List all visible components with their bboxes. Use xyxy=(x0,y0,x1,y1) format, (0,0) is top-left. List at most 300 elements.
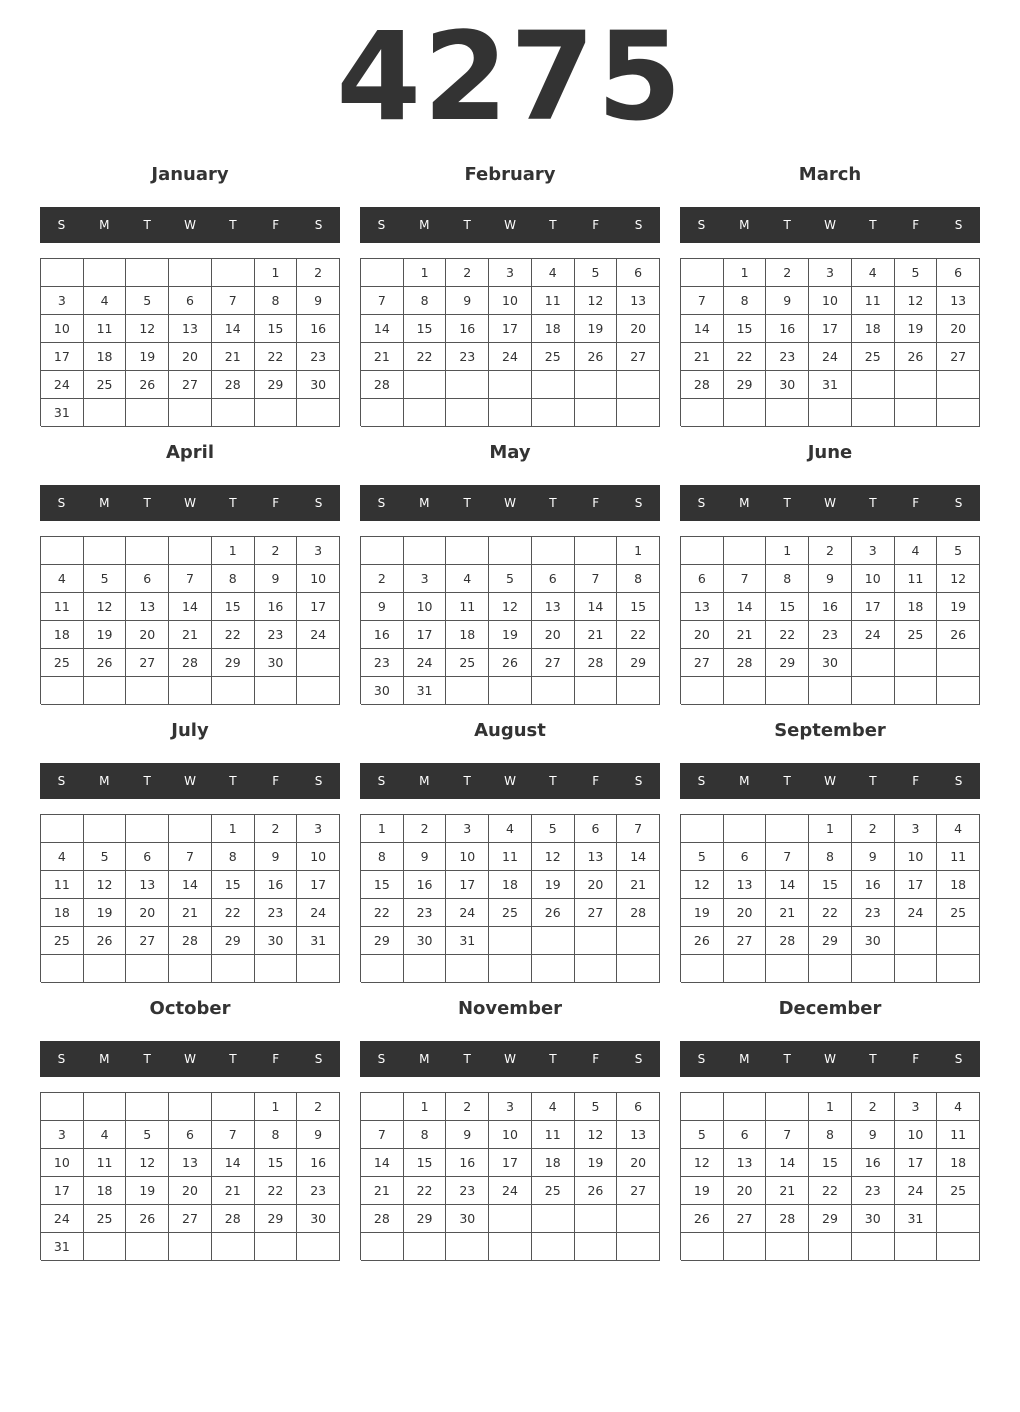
day-grid xyxy=(680,536,980,704)
empty-cell xyxy=(489,677,532,705)
day-cell: 22 xyxy=(809,899,852,927)
day-cell: 22 xyxy=(212,899,255,927)
weekday-label: S xyxy=(634,496,643,510)
empty-cell xyxy=(532,371,575,399)
day-cell: 26 xyxy=(532,899,575,927)
weekday-header xyxy=(360,485,660,521)
day-cell: 28 xyxy=(169,927,212,955)
empty-cell xyxy=(895,927,938,955)
weekday-label: T xyxy=(549,774,557,788)
empty-cell xyxy=(532,677,575,705)
day-cell: 7 xyxy=(766,843,809,871)
weekday-label: M xyxy=(419,496,430,510)
weekday-header xyxy=(40,485,340,521)
day-cell: 12 xyxy=(84,593,127,621)
day-cell: 14 xyxy=(575,593,618,621)
empty-cell xyxy=(809,399,852,427)
day-cell: 23 xyxy=(255,621,298,649)
day-cell: 27 xyxy=(617,343,660,371)
day-cell: 16 xyxy=(766,315,809,343)
day-cell: 9 xyxy=(361,593,404,621)
empty-cell xyxy=(126,537,169,565)
day-cell: 23 xyxy=(852,1177,895,1205)
empty-cell xyxy=(681,677,724,705)
day-cell: 6 xyxy=(681,565,724,593)
day-cell: 29 xyxy=(212,649,255,677)
weekday-label: S xyxy=(314,496,323,510)
day-cell: 3 xyxy=(297,815,340,843)
empty-cell xyxy=(937,1205,980,1233)
day-grid xyxy=(40,536,340,704)
day-cell: 30 xyxy=(852,1205,895,1233)
weekday-label: F xyxy=(272,218,280,232)
day-cell: 30 xyxy=(404,927,447,955)
day-cell: 23 xyxy=(361,649,404,677)
day-cell: 19 xyxy=(126,1177,169,1205)
empty-cell xyxy=(809,955,852,983)
day-cell: 18 xyxy=(41,899,84,927)
weekday-header xyxy=(680,763,980,799)
weekday-label: S xyxy=(57,218,66,232)
day-cell: 3 xyxy=(809,259,852,287)
empty-cell xyxy=(532,1205,575,1233)
day-cell: 8 xyxy=(404,1121,447,1149)
weekday-label: W xyxy=(824,218,836,232)
empty-cell xyxy=(489,1233,532,1261)
empty-cell xyxy=(361,1233,404,1261)
empty-cell xyxy=(724,955,767,983)
weekday-label: F xyxy=(272,1052,280,1066)
day-cell: 19 xyxy=(575,315,618,343)
day-cell: 15 xyxy=(212,871,255,899)
day-cell: 26 xyxy=(895,343,938,371)
day-cell: 18 xyxy=(937,1149,980,1177)
day-cell: 5 xyxy=(575,259,618,287)
day-cell: 2 xyxy=(446,259,489,287)
day-cell: 12 xyxy=(126,315,169,343)
day-cell: 16 xyxy=(404,871,447,899)
weekday-label: T xyxy=(143,218,151,232)
day-cell: 6 xyxy=(169,1121,212,1149)
day-grid xyxy=(680,258,980,426)
day-cell: 26 xyxy=(575,1177,618,1205)
day-cell: 20 xyxy=(617,315,660,343)
day-cell: 26 xyxy=(84,927,127,955)
empty-cell xyxy=(361,537,404,565)
weekday-label: F xyxy=(592,496,600,510)
day-cell: 18 xyxy=(446,621,489,649)
day-cell: 3 xyxy=(489,1093,532,1121)
day-cell: 2 xyxy=(361,565,404,593)
day-cell: 16 xyxy=(255,871,298,899)
empty-cell xyxy=(724,537,767,565)
day-cell: 7 xyxy=(724,565,767,593)
day-cell: 22 xyxy=(255,1177,298,1205)
day-cell: 20 xyxy=(681,621,724,649)
day-cell: 14 xyxy=(169,871,212,899)
day-cell: 6 xyxy=(532,565,575,593)
day-cell: 9 xyxy=(852,843,895,871)
day-cell: 14 xyxy=(766,871,809,899)
empty-cell xyxy=(809,1233,852,1261)
day-cell: 30 xyxy=(361,677,404,705)
empty-cell xyxy=(895,1233,938,1261)
weekday-label: W xyxy=(504,496,516,510)
day-cell: 25 xyxy=(41,927,84,955)
day-cell: 13 xyxy=(532,593,575,621)
day-cell: 16 xyxy=(852,871,895,899)
empty-cell xyxy=(169,259,212,287)
day-cell: 12 xyxy=(532,843,575,871)
empty-cell xyxy=(617,677,660,705)
day-cell: 7 xyxy=(361,1121,404,1149)
month-november xyxy=(360,994,660,1264)
day-cell: 25 xyxy=(84,371,127,399)
empty-cell xyxy=(766,815,809,843)
empty-cell xyxy=(297,677,340,705)
day-cell: 13 xyxy=(126,871,169,899)
empty-cell xyxy=(446,1233,489,1261)
empty-cell xyxy=(575,537,618,565)
day-cell: 6 xyxy=(169,287,212,315)
day-cell: 18 xyxy=(937,871,980,899)
weekday-label: T xyxy=(143,496,151,510)
empty-cell xyxy=(446,371,489,399)
weekday-label: T xyxy=(869,774,877,788)
empty-cell xyxy=(575,677,618,705)
empty-cell xyxy=(84,955,127,983)
weekday-header xyxy=(40,1041,340,1077)
day-cell: 1 xyxy=(404,1093,447,1121)
weekday-label: F xyxy=(912,1052,920,1066)
day-grid xyxy=(360,258,660,426)
weekday-label: M xyxy=(739,1052,750,1066)
day-cell: 4 xyxy=(532,1093,575,1121)
day-cell: 11 xyxy=(532,287,575,315)
weekday-label: F xyxy=(272,496,280,510)
day-cell: 10 xyxy=(41,1149,84,1177)
empty-cell xyxy=(532,537,575,565)
day-grid xyxy=(40,814,340,982)
day-cell: 18 xyxy=(532,315,575,343)
day-cell: 10 xyxy=(446,843,489,871)
day-cell: 15 xyxy=(809,871,852,899)
empty-cell xyxy=(84,815,127,843)
day-cell: 20 xyxy=(532,621,575,649)
weekday-label: S xyxy=(954,774,963,788)
day-cell: 5 xyxy=(84,843,127,871)
day-cell: 11 xyxy=(937,1121,980,1149)
weekday-label: T xyxy=(463,774,471,788)
day-cell: 4 xyxy=(41,565,84,593)
empty-cell xyxy=(895,677,938,705)
day-cell: 7 xyxy=(212,1121,255,1149)
day-cell: 5 xyxy=(84,565,127,593)
day-cell: 8 xyxy=(255,287,298,315)
empty-cell xyxy=(169,677,212,705)
weekday-label: W xyxy=(504,1052,516,1066)
day-cell: 4 xyxy=(446,565,489,593)
day-cell: 18 xyxy=(84,1177,127,1205)
day-cell: 18 xyxy=(895,593,938,621)
day-cell: 22 xyxy=(361,899,404,927)
day-cell: 26 xyxy=(681,1205,724,1233)
day-cell: 23 xyxy=(852,899,895,927)
weekday-label: T xyxy=(229,774,237,788)
day-cell: 16 xyxy=(297,1149,340,1177)
day-cell: 30 xyxy=(297,1205,340,1233)
day-cell: 5 xyxy=(126,287,169,315)
day-grid xyxy=(40,1092,340,1260)
day-cell: 2 xyxy=(255,815,298,843)
day-cell: 1 xyxy=(809,1093,852,1121)
day-cell: 25 xyxy=(895,621,938,649)
day-cell: 16 xyxy=(852,1149,895,1177)
empty-cell xyxy=(297,649,340,677)
day-cell: 5 xyxy=(937,537,980,565)
weekday-header xyxy=(360,763,660,799)
day-cell: 11 xyxy=(489,843,532,871)
day-cell: 11 xyxy=(895,565,938,593)
day-cell: 16 xyxy=(297,315,340,343)
empty-cell xyxy=(446,955,489,983)
weekday-label: S xyxy=(954,218,963,232)
day-cell: 18 xyxy=(489,871,532,899)
day-cell: 12 xyxy=(84,871,127,899)
weekday-label: S xyxy=(634,1052,643,1066)
day-cell: 30 xyxy=(297,371,340,399)
day-cell: 31 xyxy=(41,1233,84,1261)
weekday-label: F xyxy=(272,774,280,788)
day-cell: 13 xyxy=(617,1121,660,1149)
day-cell: 14 xyxy=(212,315,255,343)
day-cell: 9 xyxy=(446,1121,489,1149)
empty-cell xyxy=(681,537,724,565)
day-cell: 27 xyxy=(575,899,618,927)
day-cell: 9 xyxy=(446,287,489,315)
empty-cell xyxy=(724,815,767,843)
empty-cell xyxy=(681,1233,724,1261)
day-cell: 4 xyxy=(41,843,84,871)
day-cell: 5 xyxy=(681,1121,724,1149)
day-cell: 21 xyxy=(724,621,767,649)
day-cell: 31 xyxy=(41,399,84,427)
empty-cell xyxy=(41,1093,84,1121)
day-cell: 5 xyxy=(681,843,724,871)
empty-cell xyxy=(84,259,127,287)
day-cell: 15 xyxy=(404,1149,447,1177)
empty-cell xyxy=(361,955,404,983)
empty-cell xyxy=(126,1093,169,1121)
empty-cell xyxy=(937,927,980,955)
day-cell: 23 xyxy=(404,899,447,927)
empty-cell xyxy=(84,1233,127,1261)
month-name: September xyxy=(774,720,886,741)
empty-cell xyxy=(681,399,724,427)
empty-cell xyxy=(84,399,127,427)
empty-cell xyxy=(126,399,169,427)
day-cell: 27 xyxy=(169,371,212,399)
day-cell: 8 xyxy=(766,565,809,593)
empty-cell xyxy=(255,399,298,427)
empty-cell xyxy=(575,399,618,427)
day-cell: 25 xyxy=(852,343,895,371)
day-cell: 29 xyxy=(809,1205,852,1233)
day-cell: 3 xyxy=(41,1121,84,1149)
empty-cell xyxy=(575,371,618,399)
empty-cell xyxy=(41,815,84,843)
day-cell: 14 xyxy=(212,1149,255,1177)
day-cell: 29 xyxy=(255,371,298,399)
day-cell: 3 xyxy=(489,259,532,287)
day-cell: 2 xyxy=(404,815,447,843)
day-cell: 3 xyxy=(41,287,84,315)
weekday-label: F xyxy=(912,218,920,232)
empty-cell xyxy=(852,371,895,399)
weekday-label: M xyxy=(99,774,110,788)
day-cell: 16 xyxy=(809,593,852,621)
day-cell: 26 xyxy=(937,621,980,649)
empty-cell xyxy=(532,955,575,983)
day-cell: 28 xyxy=(681,371,724,399)
empty-cell xyxy=(766,399,809,427)
weekday-label: T xyxy=(463,496,471,510)
month-name: July xyxy=(171,720,209,741)
day-cell: 8 xyxy=(404,287,447,315)
empty-cell xyxy=(937,649,980,677)
empty-cell xyxy=(212,1093,255,1121)
day-cell: 2 xyxy=(852,815,895,843)
weekday-label: M xyxy=(99,496,110,510)
empty-cell xyxy=(169,1233,212,1261)
day-cell: 15 xyxy=(809,1149,852,1177)
day-cell: 21 xyxy=(766,1177,809,1205)
empty-cell xyxy=(297,1233,340,1261)
day-cell: 8 xyxy=(724,287,767,315)
day-cell: 9 xyxy=(255,843,298,871)
day-cell: 20 xyxy=(126,621,169,649)
day-cell: 9 xyxy=(766,287,809,315)
day-cell: 14 xyxy=(617,843,660,871)
day-cell: 1 xyxy=(212,815,255,843)
empty-cell xyxy=(681,259,724,287)
empty-cell xyxy=(852,677,895,705)
day-cell: 10 xyxy=(895,843,938,871)
day-cell: 21 xyxy=(212,1177,255,1205)
day-cell: 25 xyxy=(489,899,532,927)
empty-cell xyxy=(446,677,489,705)
day-cell: 25 xyxy=(41,649,84,677)
month-name: October xyxy=(149,998,231,1019)
weekday-label: T xyxy=(549,218,557,232)
day-cell: 29 xyxy=(212,927,255,955)
day-cell: 30 xyxy=(852,927,895,955)
day-cell: 24 xyxy=(809,343,852,371)
day-cell: 20 xyxy=(724,1177,767,1205)
day-cell: 1 xyxy=(255,1093,298,1121)
day-cell: 26 xyxy=(84,649,127,677)
weekday-label: W xyxy=(504,774,516,788)
day-cell: 7 xyxy=(169,843,212,871)
day-cell: 24 xyxy=(489,1177,532,1205)
day-cell: 6 xyxy=(937,259,980,287)
empty-cell xyxy=(297,955,340,983)
day-cell: 13 xyxy=(681,593,724,621)
empty-cell xyxy=(404,399,447,427)
empty-cell xyxy=(766,677,809,705)
day-cell: 4 xyxy=(84,1121,127,1149)
weekday-label: T xyxy=(143,774,151,788)
weekday-label: T xyxy=(143,1052,151,1066)
day-cell: 12 xyxy=(575,287,618,315)
day-cell: 27 xyxy=(937,343,980,371)
day-cell: 17 xyxy=(446,871,489,899)
day-cell: 15 xyxy=(617,593,660,621)
day-cell: 7 xyxy=(169,565,212,593)
day-cell: 30 xyxy=(766,371,809,399)
day-cell: 6 xyxy=(724,1121,767,1149)
empty-cell xyxy=(489,927,532,955)
day-cell: 30 xyxy=(446,1205,489,1233)
day-cell: 27 xyxy=(724,1205,767,1233)
day-cell: 10 xyxy=(809,287,852,315)
day-cell: 1 xyxy=(361,815,404,843)
day-cell: 28 xyxy=(766,927,809,955)
day-cell: 28 xyxy=(169,649,212,677)
day-cell: 10 xyxy=(489,1121,532,1149)
day-cell: 19 xyxy=(895,315,938,343)
day-cell: 25 xyxy=(532,1177,575,1205)
weekday-label: S xyxy=(634,774,643,788)
empty-cell xyxy=(489,955,532,983)
day-cell: 25 xyxy=(937,1177,980,1205)
empty-cell xyxy=(84,677,127,705)
empty-cell xyxy=(937,955,980,983)
empty-cell xyxy=(255,677,298,705)
empty-cell xyxy=(937,399,980,427)
day-cell: 13 xyxy=(724,1149,767,1177)
empty-cell xyxy=(937,371,980,399)
empty-cell xyxy=(852,955,895,983)
day-cell: 22 xyxy=(766,621,809,649)
day-cell: 10 xyxy=(297,843,340,871)
day-cell: 5 xyxy=(126,1121,169,1149)
month-may xyxy=(360,438,660,708)
weekday-label: T xyxy=(463,1052,471,1066)
month-name: February xyxy=(464,164,556,185)
day-cell: 28 xyxy=(575,649,618,677)
weekday-label: W xyxy=(824,496,836,510)
weekday-label: W xyxy=(184,1052,196,1066)
day-cell: 22 xyxy=(809,1177,852,1205)
day-cell: 27 xyxy=(724,927,767,955)
day-cell: 3 xyxy=(297,537,340,565)
day-cell: 4 xyxy=(84,287,127,315)
day-cell: 13 xyxy=(169,1149,212,1177)
empty-cell xyxy=(532,1233,575,1261)
empty-cell xyxy=(852,399,895,427)
day-cell: 17 xyxy=(895,871,938,899)
day-cell: 13 xyxy=(937,287,980,315)
empty-cell xyxy=(169,537,212,565)
day-cell: 2 xyxy=(255,537,298,565)
day-cell: 22 xyxy=(617,621,660,649)
empty-cell xyxy=(297,399,340,427)
month-october xyxy=(40,994,340,1264)
empty-cell xyxy=(617,927,660,955)
day-cell: 30 xyxy=(809,649,852,677)
day-cell: 9 xyxy=(809,565,852,593)
